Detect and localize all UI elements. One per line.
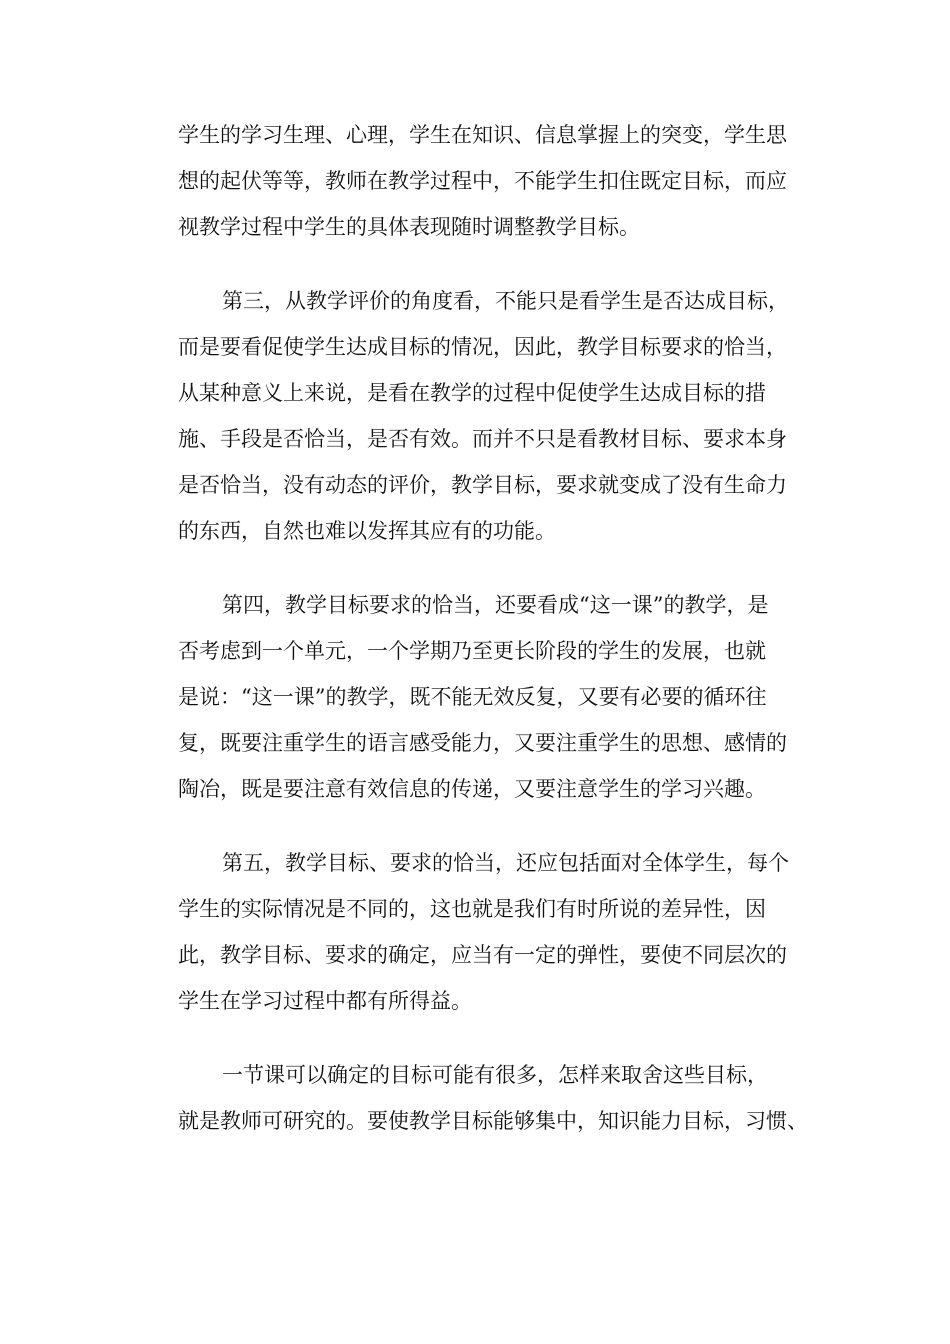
text-line: 学生在学习过程中都有所得益。 (178, 989, 472, 1013)
paragraph-5 (178, 1052, 828, 1144)
text-line: 就是教师可研究的。要使教学目标能够集中，知识能力目标，习惯、 (178, 1109, 808, 1133)
text-line: 施、手段是否恰当，是否有效。而并不只是看教材目标、要求本身 (178, 427, 787, 451)
text-line: 第五，教学目标、要求的恰当，还应包括面对全体学生，每个 (222, 851, 789, 875)
text-line: 学生的学习生理、心理，学生在知识、信息掌握上的突变，学生思 (178, 123, 787, 147)
document-body (178, 112, 828, 1172)
paragraph-1 (178, 112, 828, 250)
text-line: 而是要看促使学生达成目标的情况，因此，教学目标要求的恰当， (178, 335, 787, 359)
paragraph-4 (178, 840, 828, 1024)
text-line: 的东西，自然也难以发挥其应有的功能。 (178, 519, 556, 543)
text-line: 陶冶，既是要注意有效信息的传递，又要注意学生的学习兴趣。 (178, 777, 766, 801)
text-line: 学生的实际情况是不同的，这也就是我们有时所说的差异性，因 (178, 897, 766, 921)
text-line: 是说：“这一课”的教学，既不能无效反复，又要有必要的循环往 (178, 685, 767, 709)
text-line: 此，教学目标、要求的确定，应当有一定的弹性，要使不同层次的 (178, 943, 787, 967)
paragraph-3 (178, 582, 828, 812)
text-line: 一节课可以确定的目标可能有很多，怎样来取舍这些目标， (222, 1063, 768, 1087)
text-line: 从某种意义上来说，是看在教学的过程中促使学生达成目标的措 (178, 381, 766, 405)
text-line: 视教学过程中学生的具体表现随时调整教学目标。 (178, 215, 640, 239)
text-line: 否考虑到一个单元，一个学期乃至更长阶段的学生的发展，也就 (178, 639, 766, 663)
text-line: 第四，教学目标要求的恰当，还要看成“这一课”的教学，是 (222, 593, 769, 617)
text-line: 第三，从教学评价的角度看，不能只是看学生是否达成目标， (222, 289, 789, 313)
text-line: 复，既要注重学生的语言感受能力，又要注重学生的思想、感情的 (178, 731, 787, 755)
text-line: 想的起伏等等，教师在教学过程中，不能学生扣住既定目标，而应 (178, 169, 787, 193)
paragraph-2 (178, 278, 828, 554)
text-line: 是否恰当，没有动态的评价，教学目标，要求就变成了没有生命力 (178, 473, 787, 497)
